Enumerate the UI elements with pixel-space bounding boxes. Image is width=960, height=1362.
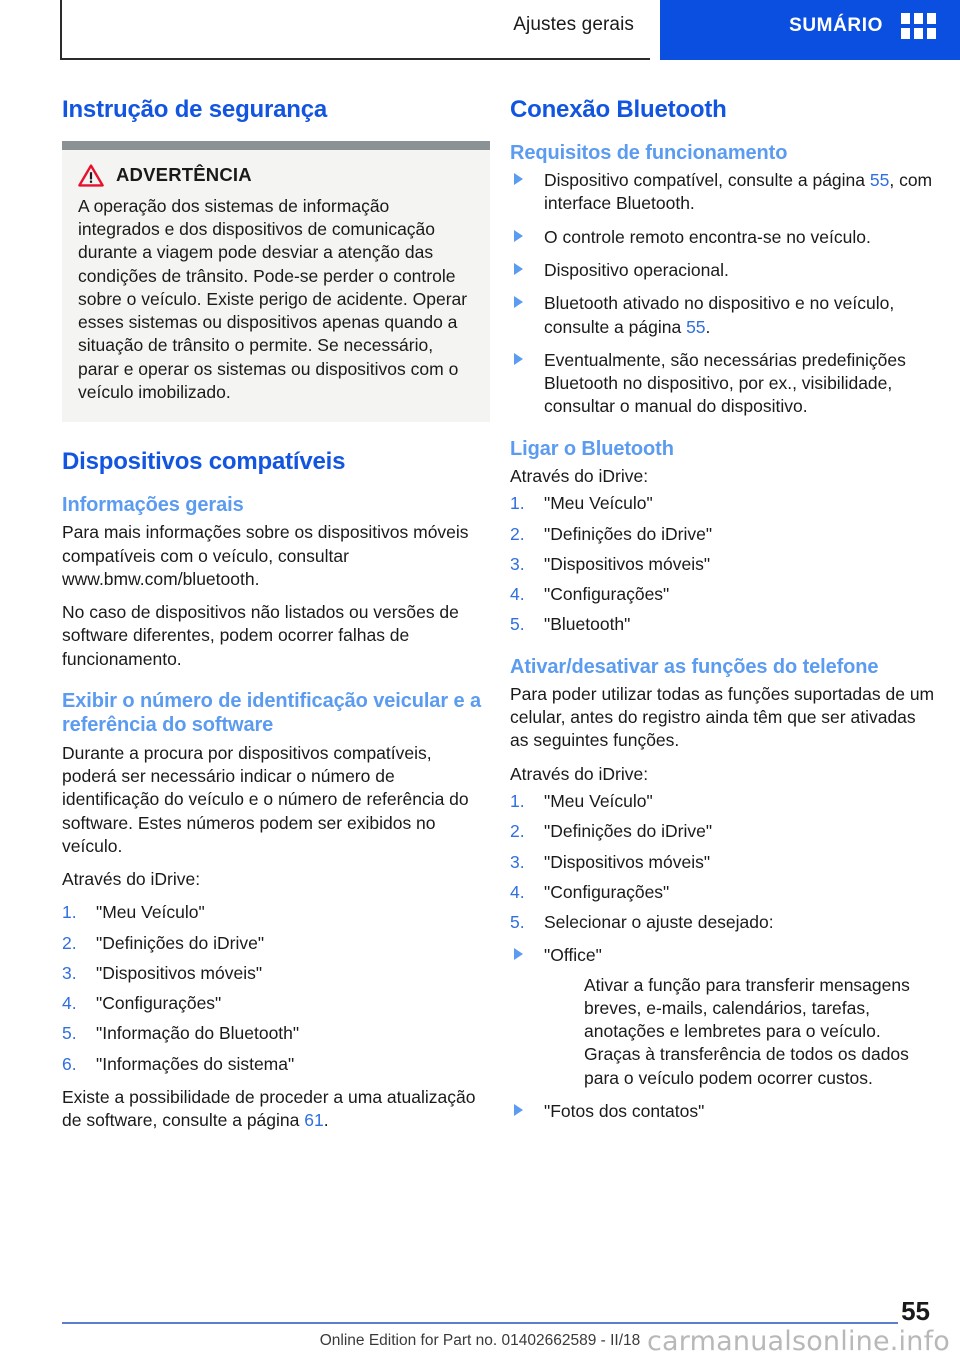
list-item[interactable] bbox=[510, 553, 938, 576]
warning-callout bbox=[62, 141, 490, 422]
section-title-compatible-devices: Dispositivos compatíveis bbox=[62, 448, 346, 476]
breadcrumb-tab-label: Ajustes gerais bbox=[513, 14, 634, 35]
list-item bbox=[510, 259, 938, 282]
page-title-safety: Instrução de segurança bbox=[62, 96, 328, 123]
list-item bbox=[510, 292, 938, 339]
turn-on-steps bbox=[510, 492, 938, 636]
list-item[interactable] bbox=[510, 851, 938, 874]
list-number: 4. bbox=[510, 584, 525, 605]
list-item-label: "Definições do iDrive" bbox=[544, 821, 713, 842]
list-item-text: Dispositivo compatível, consulte a página bbox=[544, 170, 870, 191]
phone-functions-sub-options-2 bbox=[510, 1100, 938, 1123]
turn-on-via-idrive: Através do iDrive: bbox=[510, 465, 649, 486]
list-number: 2. bbox=[510, 821, 525, 842]
list-number: 1. bbox=[62, 902, 77, 923]
list-item[interactable] bbox=[510, 820, 938, 843]
list-item-label: "Dispositivos móveis" bbox=[96, 962, 263, 983]
list-item[interactable] bbox=[62, 962, 490, 985]
subsection-general-info: Informações gerais bbox=[62, 493, 244, 516]
triangle-bullet-icon bbox=[514, 1104, 523, 1116]
list-item[interactable] bbox=[510, 583, 938, 606]
warning-box bbox=[62, 150, 490, 422]
subsection-requirements: Requisitos de funcionamento bbox=[510, 141, 788, 164]
list-item-text-after: , com interface Bluetooth. bbox=[544, 170, 933, 214]
list-item-label: "Configurações" bbox=[544, 881, 670, 902]
subsection-turn-on-bluetooth: Ligar o Bluetooth bbox=[510, 437, 674, 460]
list-item bbox=[510, 226, 938, 249]
list-item bbox=[510, 169, 938, 216]
list-item-text: Bluetooth ativado no dispositivo e no veículo, consulte a página bbox=[544, 293, 895, 337]
list-number: 3. bbox=[62, 962, 77, 983]
software-update-text-before: Existe a possibilidade de proceder a uma atualização de software, consulte a página bbox=[62, 1086, 476, 1131]
list-item[interactable] bbox=[510, 523, 938, 546]
list-item[interactable] bbox=[62, 932, 490, 955]
subsection-phone-functions: Ativar/desativar as funções do telefone bbox=[510, 655, 879, 678]
triangle-bullet-icon bbox=[514, 230, 523, 242]
list-item[interactable] bbox=[510, 1100, 938, 1123]
grid-icon bbox=[901, 13, 936, 39]
phone-functions-paragraph-1: Para poder utilizar todas as funções suportadas de um celular, antes do registro ainda têm que ser ativadas as seguintes funções. bbox=[510, 683, 935, 751]
breadcrumb-tab[interactable] bbox=[60, 0, 650, 60]
footer-divider bbox=[62, 1322, 898, 1324]
vin-software-paragraph-1: Durante a procura por dispositivos compatíveis, poderá ser necessário indicar o número de identificação do veículo e o número de referência do software. Estes números podem ser exibidos no veículo. bbox=[62, 742, 469, 856]
list-number: 2. bbox=[62, 932, 77, 953]
list-item-label: "Meu Veículo" bbox=[96, 902, 205, 923]
list-item-label: "Meu Veículo" bbox=[544, 493, 653, 514]
list-number: 6. bbox=[62, 1053, 77, 1074]
software-update-text-after: . bbox=[323, 1110, 329, 1131]
list-item-text: O controle remoto encontra-se no veículo. bbox=[544, 226, 871, 247]
list-item-label: Selecionar o ajuste desejado: bbox=[544, 912, 774, 933]
phone-functions-via-idrive: Através do iDrive: bbox=[510, 763, 649, 784]
list-item-label: "Dispositivos móveis" bbox=[544, 851, 711, 872]
warning-header bbox=[78, 164, 474, 187]
warning-triangle-icon bbox=[78, 164, 104, 187]
list-item-label: "Configurações" bbox=[96, 993, 222, 1014]
list-number: 2. bbox=[510, 523, 525, 544]
list-number: 4. bbox=[62, 993, 77, 1014]
page-header bbox=[0, 0, 960, 68]
list-item-text: Eventualmente, são necessárias predefinições Bluetooth no dispositivo, por ex., visibilidade, consultar o manual do dispositivo. bbox=[544, 349, 906, 417]
list-number: 1. bbox=[510, 493, 525, 514]
list-item-label: "Definições do iDrive" bbox=[96, 932, 265, 953]
requirements-list bbox=[510, 169, 938, 418]
triangle-bullet-icon bbox=[514, 173, 523, 185]
page-reference-link[interactable]: 61 bbox=[304, 1110, 324, 1131]
list-item-label: "Informação do Bluetooth" bbox=[96, 1023, 300, 1044]
watermark: carmanualsonline.info bbox=[647, 1326, 950, 1357]
list-number: 5. bbox=[510, 912, 525, 933]
list-item[interactable] bbox=[510, 492, 938, 515]
list-item-text: Dispositivo operacional. bbox=[544, 259, 729, 280]
list-item-label: "Definições do iDrive" bbox=[544, 523, 713, 544]
section-title-bluetooth-connection: Conexão Bluetooth bbox=[510, 96, 727, 123]
list-item-label: "Meu Veículo" bbox=[544, 791, 653, 812]
list-item[interactable] bbox=[510, 613, 938, 636]
office-option-description: Ativar a função para transferir mensagens breves, e-mails, calendários, tarefas, anotações e lembretes para o veículo. Graças à transferência de todos os dados para o veículo podem ocorrer custos. bbox=[584, 974, 910, 1088]
list-item-label: "Dispositivos móveis" bbox=[544, 553, 711, 574]
list-item-label: "Informações do sistema" bbox=[96, 1053, 295, 1074]
list-number: 4. bbox=[510, 881, 525, 902]
software-update-note bbox=[62, 1086, 490, 1133]
list-item[interactable] bbox=[62, 1053, 490, 1076]
page-reference-link[interactable]: 55 bbox=[686, 316, 706, 337]
warning-title: ADVERTÊNCIA bbox=[116, 164, 252, 186]
list-item[interactable] bbox=[510, 790, 938, 813]
vin-software-via-idrive: Através do iDrive: bbox=[62, 869, 201, 890]
list-item bbox=[510, 349, 938, 419]
list-item[interactable] bbox=[510, 911, 938, 934]
page-number: 55 bbox=[901, 1296, 930, 1326]
list-number: 5. bbox=[510, 614, 525, 635]
list-item-label: "Configurações" bbox=[544, 584, 670, 605]
list-number: 1. bbox=[510, 791, 525, 812]
warning-text: A operação dos sistemas de informação integrados e dos dispositivos de comunicação durante a viagem pode desviar a atenção das condições de trânsito. Pode-se perder o controle sobre o veículo. Existe perigo de acidente. Operar esses sistemas ou dispositivos apenas quando a situação de trânsito o permite. Se necessário, parar e operar os sistemas ou dispositivos com o veículo imobilizado. bbox=[78, 195, 468, 402]
list-item[interactable] bbox=[510, 881, 938, 904]
triangle-bullet-icon bbox=[514, 263, 523, 275]
triangle-bullet-icon bbox=[514, 948, 523, 960]
list-item-text-after: . bbox=[705, 316, 711, 337]
phone-functions-sub-options bbox=[510, 944, 938, 967]
list-item-label: "Fotos dos contatos" bbox=[544, 1100, 705, 1121]
list-item-label: "Bluetooth" bbox=[544, 614, 631, 635]
right-column bbox=[510, 96, 938, 1129]
vin-software-steps bbox=[62, 901, 490, 1076]
summary-button[interactable] bbox=[660, 0, 960, 60]
list-number: 3. bbox=[510, 851, 525, 872]
page-reference-link[interactable]: 55 bbox=[869, 170, 890, 191]
triangle-bullet-icon bbox=[514, 353, 523, 365]
list-item-label: "Office" bbox=[544, 945, 602, 966]
summary-button-label: SUMÁRIO bbox=[789, 15, 883, 36]
phone-functions-steps bbox=[510, 790, 938, 934]
triangle-bullet-icon bbox=[514, 296, 523, 308]
general-info-paragraph-1: Para mais informações sobre os dispositivos móveis compatíveis com o veículo, consultar www.bmw.com/bluetooth. bbox=[62, 522, 469, 589]
list-item[interactable] bbox=[62, 901, 490, 924]
list-number: 3. bbox=[510, 553, 525, 574]
list-item[interactable] bbox=[62, 1022, 490, 1045]
footer-edition-text: Online Edition for Part no. 01402662589 - II/18 bbox=[319, 1332, 641, 1349]
list-item[interactable] bbox=[510, 944, 938, 967]
left-column bbox=[62, 96, 490, 1142]
warning-top-bar bbox=[62, 141, 490, 150]
list-item[interactable] bbox=[62, 992, 490, 1015]
list-number: 5. bbox=[62, 1023, 77, 1044]
general-info-paragraph-2: No caso de dispositivos não listados ou versões de software diferentes, podem ocorrer falhas de funcionamento. bbox=[62, 602, 459, 669]
subsection-vin-software: Exibir o número de identificação veicular e a referência do software bbox=[62, 689, 481, 737]
